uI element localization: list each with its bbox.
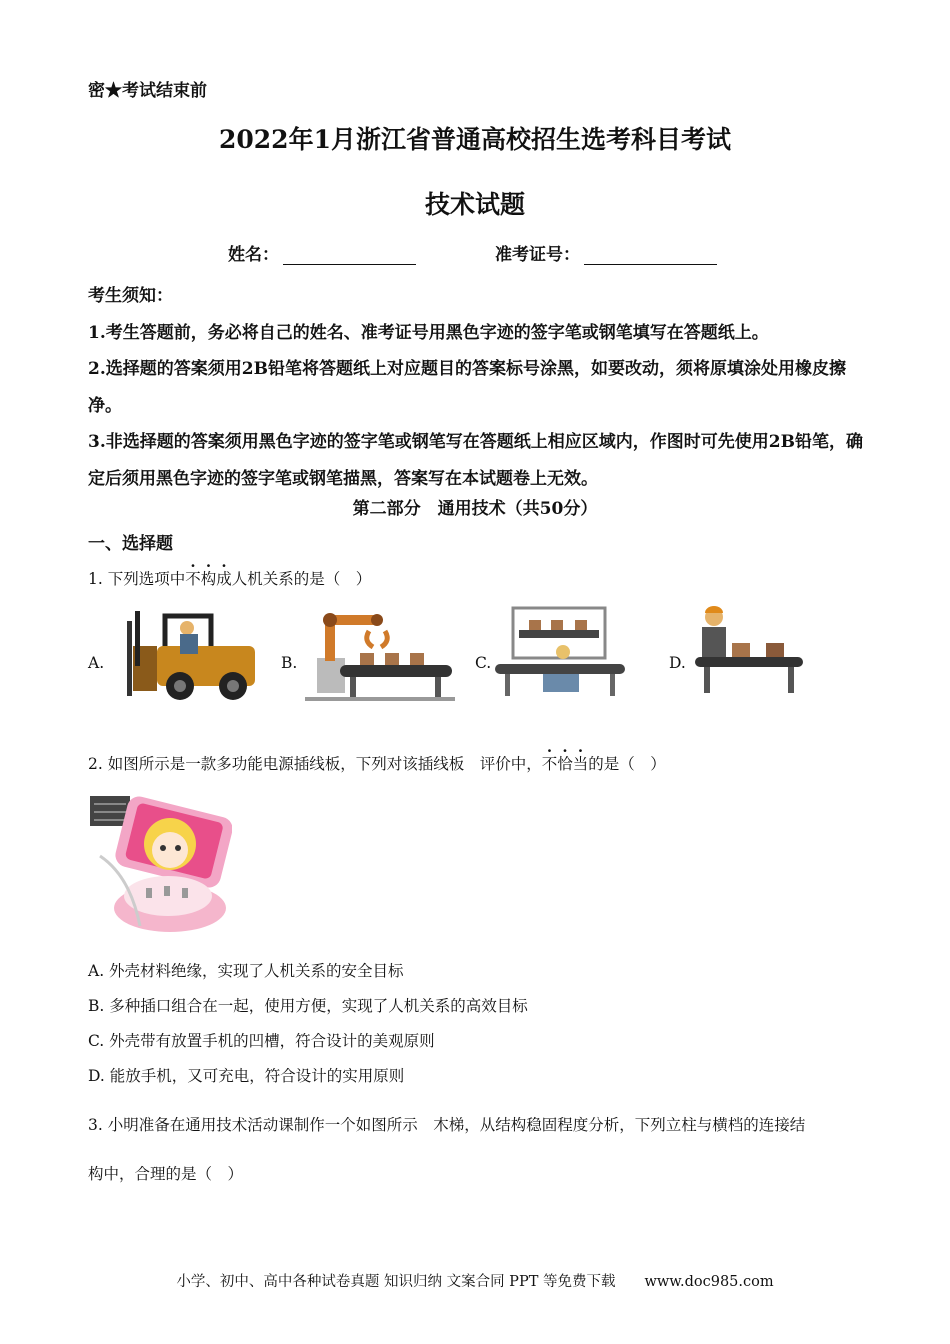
- power-strip-image: [90, 796, 232, 936]
- q1-option-c-label: C.: [475, 654, 492, 672]
- notice-block: [88, 278, 868, 497]
- name-blank: [283, 246, 416, 265]
- control-station-image: [495, 604, 635, 700]
- question-1: [88, 567, 371, 589]
- q1-emph-2: 构: [200, 570, 217, 588]
- notice-item-3: 3.非选择题的答案须用黑色字迹的签字笔或钢笔写在答题纸上相应区域内，作图时可先使用2B铅笔，确定后须用黑色字迹的签字笔或钢笔描黑，答案写在本试题卷上无效。: [88, 432, 863, 489]
- q1-option-b-label: B.: [281, 654, 298, 672]
- exam-id-blank: [584, 246, 717, 265]
- q1-option-d-label: D.: [669, 654, 686, 672]
- q2-option-d: D. 能放手机，又可充电，符合设计的实用原则: [88, 1067, 405, 1085]
- q2-emph-1: 不: [541, 755, 558, 773]
- notice-item-2: 2.选择题的答案须用2B铅笔将答题纸上对应题目的答案标号涂黑，如要改动，须将原填涂处用橡皮擦净。: [88, 359, 846, 416]
- robot-arm-image: [305, 603, 455, 703]
- q2-text-pre: 2. 如图所示是一款多功能电源插线板，下列对该插线板 评价中，: [88, 755, 542, 773]
- notice-item-1: 1.考生答题前，务必将自己的姓名、准考证号用黑色字迹的签字笔或钢笔填写在答题纸上。: [88, 322, 769, 343]
- exam-id-field: [495, 240, 717, 265]
- name-label: 姓名：: [228, 245, 279, 265]
- q1-option-a-label: A.: [88, 654, 105, 672]
- exam-title: 2022年1月浙江省普通高校招生选考科目考试: [219, 125, 731, 154]
- section-heading: 一、选择题: [88, 534, 173, 554]
- q2-option-a: A. 外壳材料绝缘，实现了人机关系的安全目标: [88, 962, 404, 980]
- question-2: [88, 752, 666, 774]
- q1-emph-3: 成: [216, 570, 232, 588]
- q2-option-b: B. 多种插口组合在一起，使用方便，实现了人机关系的高效目标: [88, 997, 528, 1015]
- worker-conveyor-image: [690, 605, 805, 697]
- q1-emph-1: 不: [185, 570, 201, 588]
- notice-heading: 考生须知：: [88, 286, 173, 306]
- secret-mark: 密★考试结束前: [88, 81, 207, 101]
- question-3-line-1: 3. 小明准备在通用技术活动课制作一个如图所示 木梯，从结构稳固程度分析，下列立柱与横档的连接结: [88, 1116, 806, 1134]
- exam-id-label: 准考证号：: [495, 245, 580, 265]
- name-field: [228, 240, 416, 265]
- part-heading: 第二部分 通用技术（共50分）: [352, 499, 598, 519]
- q1-text-pre: 1. 下列选项中: [88, 570, 186, 588]
- q2-option-c: C. 外壳带有放置手机的凹槽，符合设计的美观原则: [88, 1032, 435, 1050]
- question-3-line-2: 构中，合理的是（ ）: [88, 1165, 244, 1183]
- forklift-image: [125, 606, 260, 702]
- q2-emph-3: 当: [572, 755, 589, 773]
- q2-text-post: 的是（ ）: [588, 755, 666, 773]
- q2-emph-2: 恰: [557, 755, 573, 773]
- exam-subtitle: 技术试题: [424, 190, 525, 219]
- q1-text-post: 人机关系的是（ ）: [231, 570, 372, 588]
- page-footer: 小学、初中、高中各种试卷真题 知识归纳 文案合同 PPT 等免费下载 www.doc985.com: [176, 1274, 774, 1290]
